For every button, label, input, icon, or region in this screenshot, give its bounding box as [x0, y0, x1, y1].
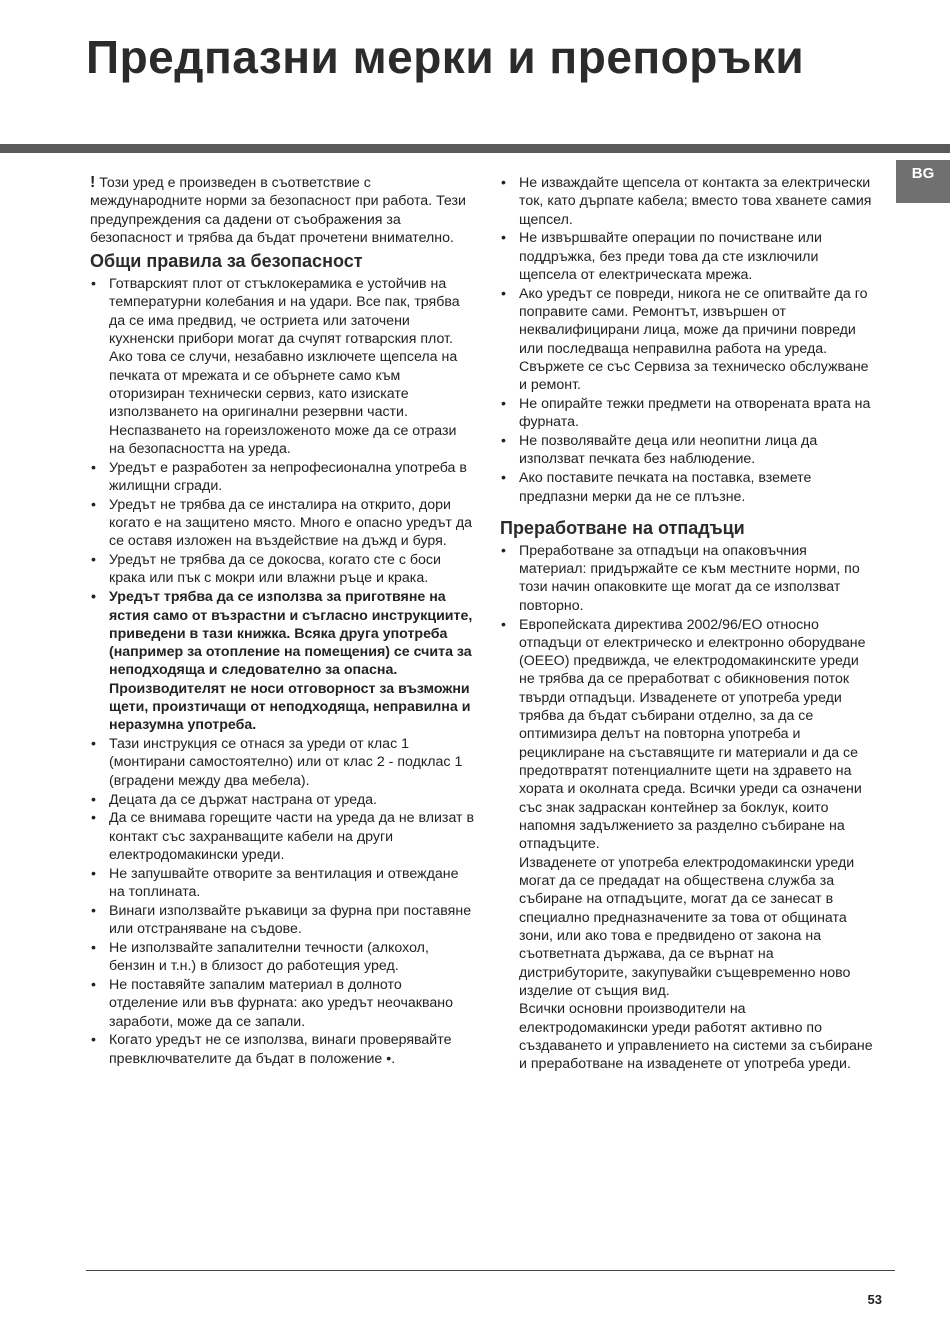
list-item: • Уредът трябва да се използва за приготвяне на ястия само от възрастни и съгласно инструкциите, приведени в тази книжка. Всяка друга употреба (например за отопление на помещения) се счита за неподходяща и следователно за опасна. Производителят не носи отговорност за възможни щети, произтичащи от неподходяща, неправилна и неразумна употреба. — [90, 588, 474, 734]
intro-paragraph — [90, 174, 474, 247]
list-item: • Да се внимава горещите части на уреда да не влизат в контакт със захранващите кабели на други електродомакински уреди. — [90, 809, 474, 864]
recycling-heading: Преработване на отпадъци — [500, 517, 745, 538]
safety-heading: Общи правила за безопасност — [90, 251, 363, 272]
list-item: • Европейската директива 2002/96/ЕО относно отпадъци от електрическо и електронно оборудване (ОЕЕО) предвижда, че електродомакинските уреди не трябва да се преработват с обикновения поток твърди отпадъци. Изваденете от употреба уреди трябва да бъдат събирани отделно, за да се оптимизира делът на повторна употреба и рециклиране на съставящите ги материали и да се предотвратят потенциалните щети на здравето на хората и околната среда. Всички уреди са означени със знак задраскан контейнер за боклук, които напомня задължението за разделно събиране на отпадъците. — [500, 616, 878, 854]
list-item: • Не опирайте тежки предмети на отворената врата на фурната. — [500, 395, 878, 432]
list-item: • Не използвайте запалителни течности (алкохол, бензин и т.н.) в близост до работещия уред. — [90, 939, 474, 976]
list-item: • Не запушвайте отворите за вентилация и отвеждане на топлината. — [90, 865, 474, 902]
left-column — [90, 174, 474, 1068]
footer-rule — [86, 1270, 895, 1271]
list-item: • Ако поставите печката на поставка, вземете предпазни мерки да не се плъзне. — [500, 469, 878, 506]
list-item: • Тази инструкция се отнася за уреди от клас 1 (монтирани самостоятелно) или от клас 2 - подклас 1 (вградени между два мебела). — [90, 735, 474, 790]
list-item: • Готварският плот от стъклокерамика е устойчив на температурни колебания и на удари. Все пак, трябва да се има предвид, че остриета или заточени кухненски прибори могат да счупят готварския плот. Ако това се случи, незабавно изключете щепсела на печката от мрежата и се обърнете само към оторизиран технически сервиз, като изискате използването на оригинални резервни части. Неспазването на гореизложеното може да се отрази на безопасността на уреда. — [90, 275, 474, 458]
list-item: • Уредът е разработен за непрофесионална употреба в жилищни сгради. — [90, 459, 474, 496]
recycling-paragraph: Изваденете от употреба електродомакински уреди могат да се предадат на обществена служба за събиране на отпадъците, могат да се занесат в специално предназначените за това от общината зони, или ако това е предвидено от закона на съответната държава, да се върнат на дистрибуторите, закупувайки същевременно ново изделие от същия вид. — [519, 854, 855, 999]
list-item: • Децата да се държат настрана от уреда. — [90, 791, 474, 809]
list-item: • Когато уредът не се използва, винаги проверявайте превключвателите да бъдат в положение •. — [90, 1031, 474, 1068]
right-column — [500, 174, 878, 1073]
page-title: Предпазни мерки и препоръки — [86, 31, 805, 83]
language-tab: BG — [896, 160, 950, 203]
list-item: • Преработване за отпадъци на опаковъчния материал: придържайте се към местните норми, по този начин опаковките ще могат да се използват повторно. — [500, 542, 878, 615]
list-item: • Не изваждайте щепсела от контакта за електрически ток, като дърпате кабела; вместо това хванете самия щепсел. — [500, 174, 878, 229]
page-number: 53 — [867, 1292, 882, 1307]
list-item: • Не извършвайте операции по почистване или поддръжка, без преди това да сте изключили щепсела от електрическата мрежа. — [500, 229, 878, 284]
list-item: • Не позволявайте деца или неопитни лица да използват печката без наблюдение. — [500, 432, 878, 469]
list-item: • Ако уредът се повреди, никога не се опитвайте да го поправите сами. Ремонтът, извършен от неквалифицирани лица, може да причини повреди или последваща неправилна работа на уреда. Свържете се със Сервиза за техническо обслужване и ремонт. — [500, 285, 878, 395]
intro-text: Този уред е произведен в съответствие с международните норми за безопасност при работа. Тези предупреждения са дадени от съображения за безопасност и трябва да бъдат прочетени внимателно. — [90, 175, 466, 246]
safety-list — [90, 275, 474, 1068]
list-item: • Не поставяйте запалим материал в долното отделение или във фурната: ако уредът неочаквано заработи, може да се запали. — [90, 976, 474, 1031]
warning-mark: ! — [90, 174, 96, 191]
safety-list-continued — [500, 174, 878, 506]
list-item: • Уредът не трябва да се инсталира на открито, дори когато е на защитено място. Много е опасно уредът да се оставя изложен на въздействие на дъжд и буря. — [90, 496, 474, 551]
header-rule — [0, 144, 950, 153]
recycling-paragraph: Всички основни производители на електродомакински уреди работят активно по създаването и управлението на системи за събиране и преработване на изваденете от употреба уреди. — [519, 1001, 873, 1073]
recycling-list — [500, 542, 878, 854]
list-item: • Винаги използвайте ръкавици за фурна при поставяне или отстраняване на съдове. — [90, 902, 474, 939]
list-item: • Уредът не трябва да се докосва, когато сте с боси крака или пък с мокри или влажни ръце и крака. — [90, 551, 474, 588]
